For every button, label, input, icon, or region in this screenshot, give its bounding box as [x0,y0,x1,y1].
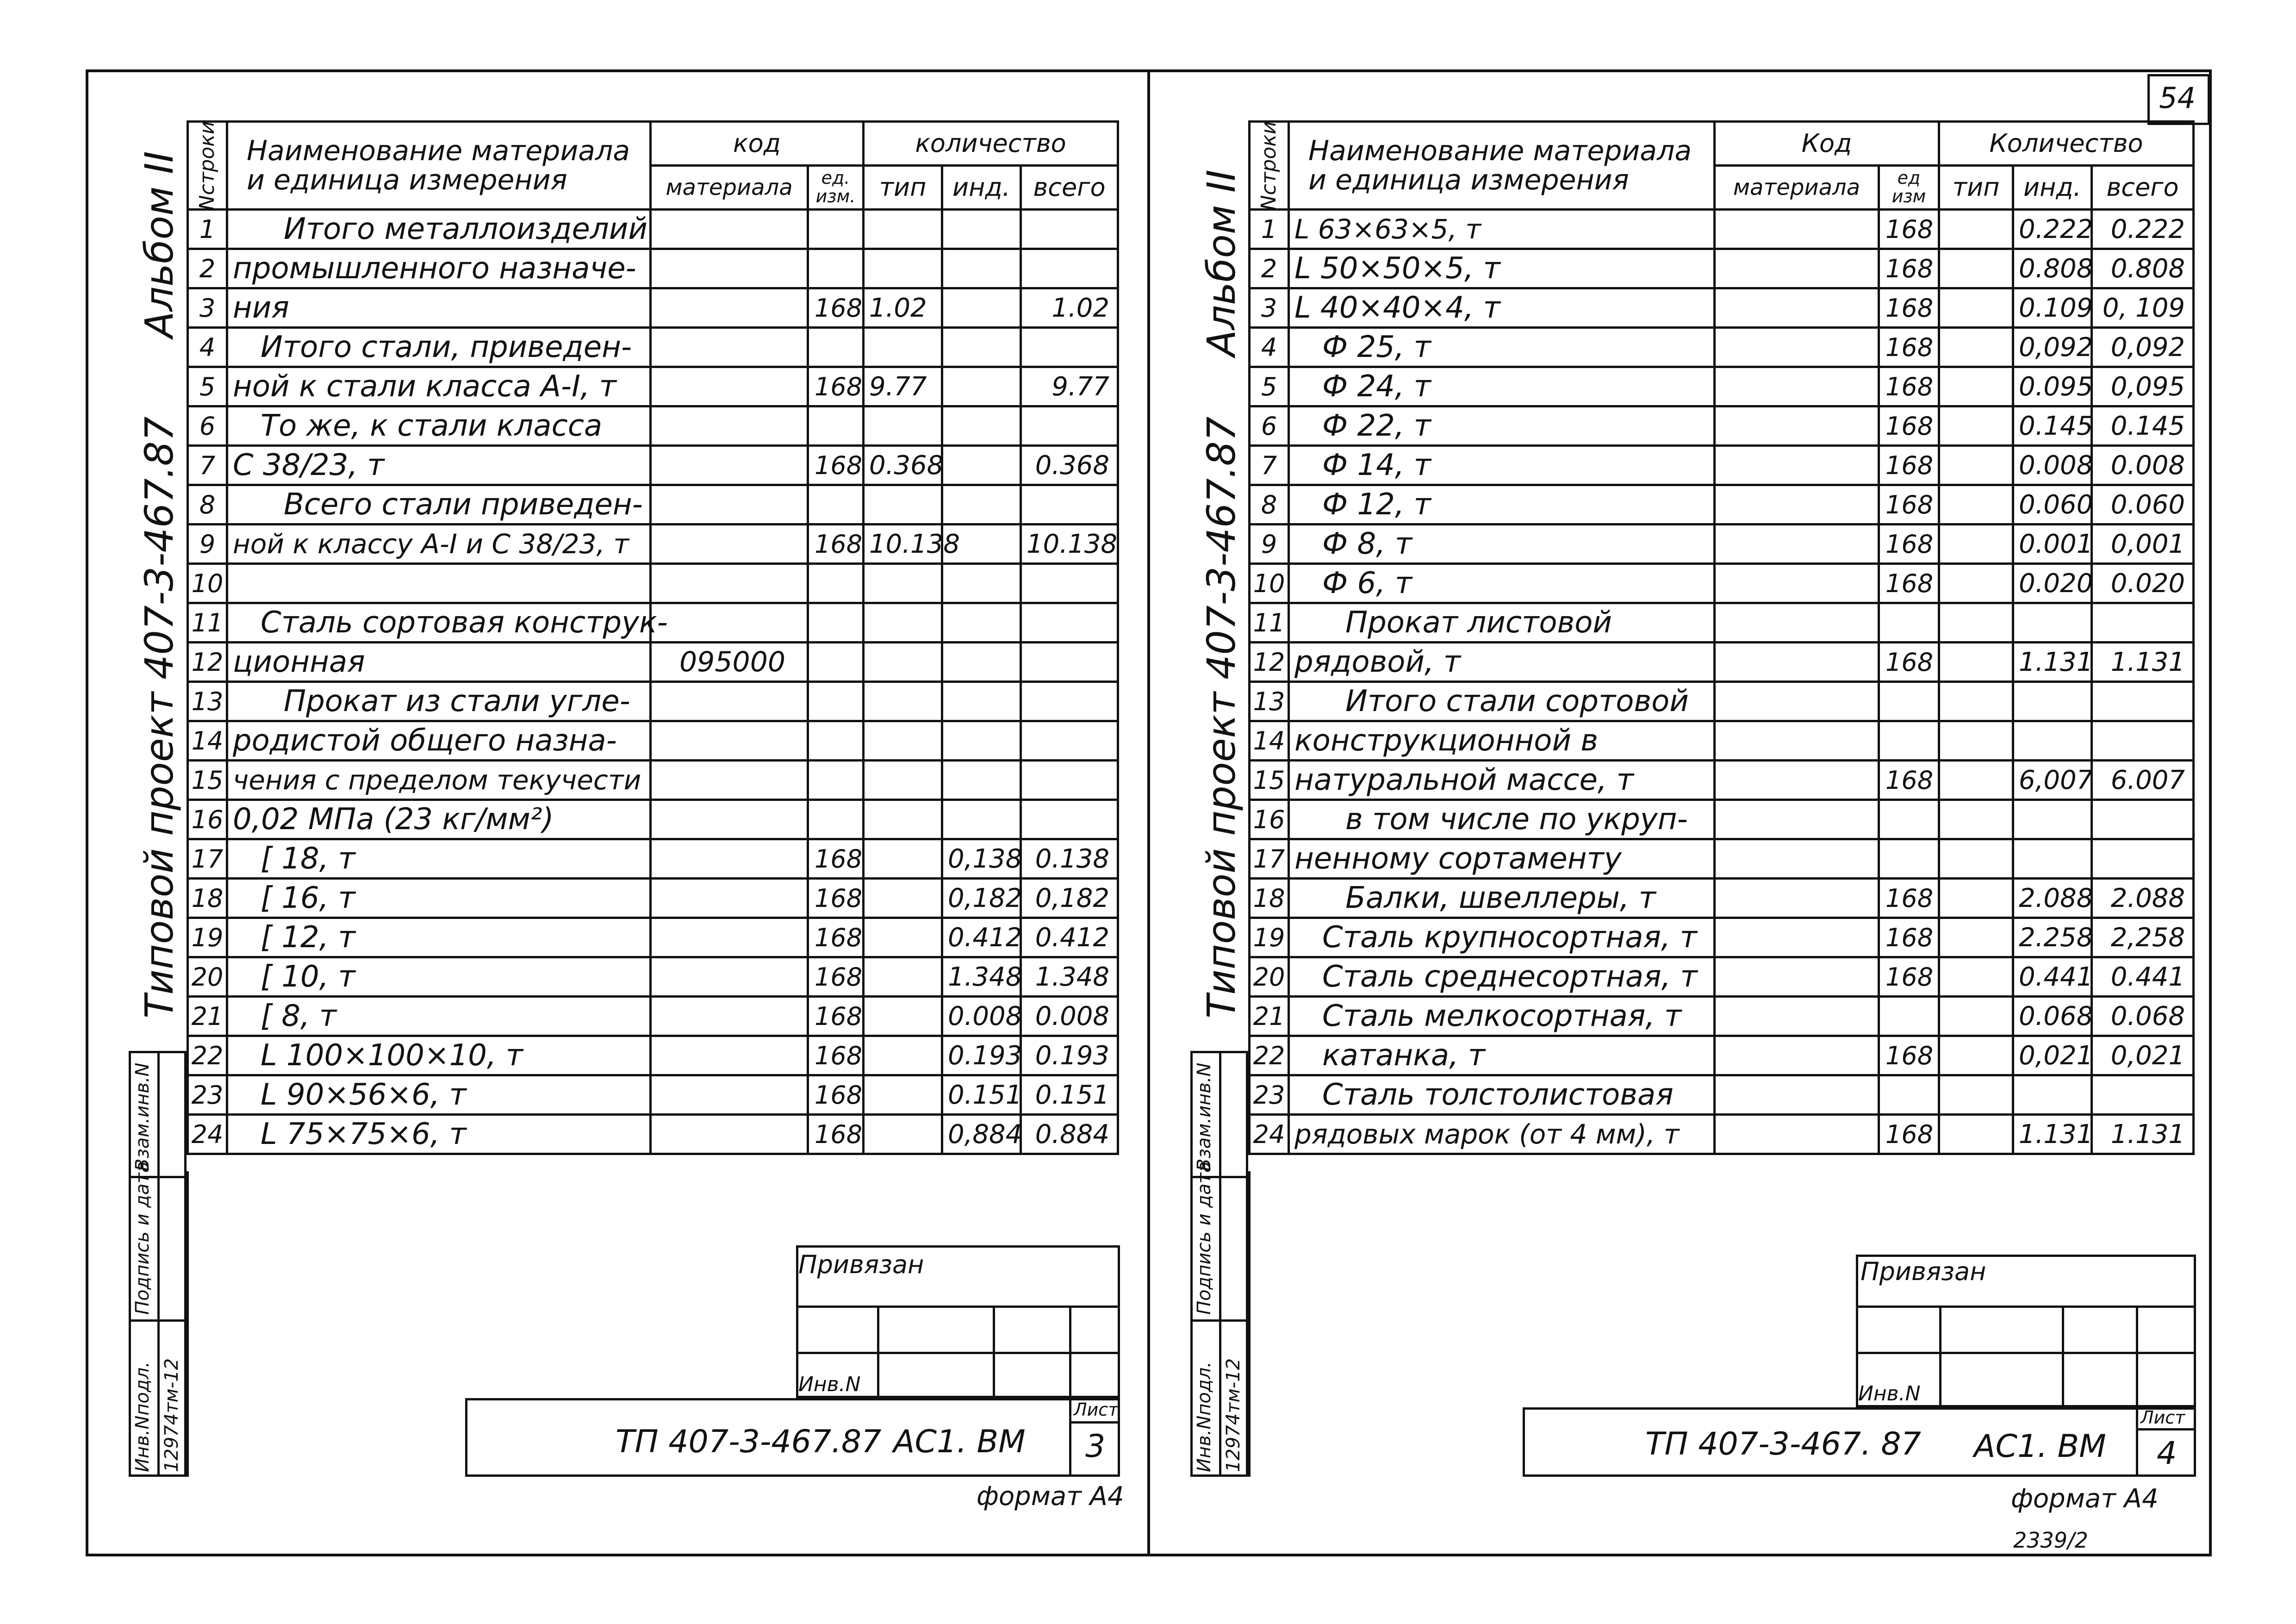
table-row: 2 промышленного назначе- [188,249,1118,288]
right-inv-number: 12974тм-12 [1223,1358,1244,1472]
right-header-rowno: Nстроки [1250,122,1289,210]
table-row: 17 ненному сортаменту [1250,839,2194,879]
table-row: 13 Итого стали сортовой [1250,682,2194,721]
sheet-reference: 2339/2 [2013,1528,2088,1553]
table-row: 18 [ 16, т 168 0,182 0,182 [188,879,1118,918]
right-header-unit: ед изм [1879,166,1939,210]
left-header-quantity: количество [864,122,1118,166]
table-row: 7 Ф 14, т 168 0.008 0.008 [1250,446,2194,485]
right-header-quantity: Количество [1939,122,2194,166]
left-header-material: материала [651,166,808,210]
table-row: 17 [ 18, т 168 0,138 0.138 [188,839,1118,879]
table-row: 20 Сталь среднесортная, т 168 0.441 0.441 [1250,957,2194,997]
table-row: 15 чения с пределом текучести [188,761,1118,800]
left-stamp-attached: Привязан [798,1250,924,1279]
right-stamp-format: формат А4 [2011,1484,2159,1514]
left-header-ind: инд. [942,166,1021,210]
table-row: 19 [ 12, т 168 0.412 0.412 [188,918,1118,957]
left-header-unit: ед. изм. [808,166,864,210]
left-header-rowno: Nстроки [188,122,227,210]
left-stamp-section: АС1. ВМ [893,1424,1026,1460]
table-row: 22 катанка, т 168 0,021 0,021 [1250,1036,2194,1075]
right-side-label-1: Инв.Nподл. [1194,1362,1215,1472]
left-inv-number: 12974тм-12 [161,1358,182,1472]
page-number: 54 [2159,81,2196,115]
table-row: 24 L 75×75×6, т 168 0,884 0.884 [188,1115,1118,1154]
left-project-label: Типовой проект 407-3-467.87 [137,416,182,1018]
right-side-label-3: Взам.инв.N [1194,1062,1215,1171]
left-header-code: код [651,122,864,166]
table-row: 3 ния 168 1.02 1.02 [188,288,1118,328]
table-row: 14 конструкционной в [1250,721,2194,761]
table-row: 16 0,02 МПа (23 кг/мм²) [188,800,1118,839]
table-row: 9 ной к классу A-I и С 38/23, т 168 10.138 10.138 [188,525,1118,564]
table-row: 4 Ф 25, т 168 0,092 0,092 [1250,328,2194,367]
right-stamp-section: АС1. ВМ [1974,1428,2106,1465]
table-row: 6 То же, к стали класса [188,406,1118,446]
left-spec-table [187,120,1119,1155]
left-stamp-format: формат А4 [977,1481,1124,1512]
table-row: 21 Сталь мелкосортная, т 0.068 0.068 [1250,997,2194,1036]
table-row: 21 [ 8, т 168 0.008 0.008 [188,997,1118,1036]
right-header-code: Код [1715,122,1939,166]
right-stamp-inv: Инв.N [1858,1382,1921,1405]
right-header-ind: инд. [2013,166,2092,210]
right-stamp-sheet-label: Лист [2140,1407,2185,1428]
table-row: 7 С 38/23, т 168 0.368 0.368 [188,446,1118,485]
table-row: 13 Прокат из стали угле- [188,682,1118,721]
left-side-label-2: Подпись и дата [132,1161,153,1315]
table-row: 10 Ф 6, т 168 0.020 0.020 [1250,564,2194,603]
left-header-total: всего [1021,166,1118,210]
right-album-label: Альбом II [1199,169,1244,356]
table-row: 19 Сталь крупносортная, т 168 2.258 2,258 [1250,918,2194,957]
table-row: 15 натуральной массе, т 168 6,007 6.007 [1250,761,2194,800]
table-row: 16 в том числе по укруп- [1250,800,2194,839]
table-row: 2 L 50×50×5, т 168 0.808 0.808 [1250,249,2194,288]
left-side-label-1: Инв.Nподл. [132,1362,153,1472]
left-album-label: Альбом II [137,151,182,338]
left-stamp-code: ТП 407-3-467.87 [616,1424,882,1460]
left-side-label-3: Взам.инв.N [132,1062,153,1171]
right-project-label: Типовой проект 407-3-467.87 [1199,416,1244,1018]
table-row: 3 L 40×40×4, т 168 0.109 0, 109 [1250,288,2194,328]
left-stamp-sheet-label: Лист [1074,1399,1119,1420]
right-header-material: материала [1715,166,1879,210]
table-row: 8 Ф 12, т 168 0.060 0.060 [1250,485,2194,525]
right-side-label-2: Подпись и дата [1194,1161,1215,1315]
right-header-name: Наименование материала и единица измерения [1289,122,1715,210]
left-header-type: тип [864,166,942,210]
table-row: 20 [ 10, т 168 1.348 1.348 [188,957,1118,997]
table-row: 12 рядовой, т 168 1.131 1.131 [1250,643,2194,682]
table-row: 23 Сталь толстолистовая [1250,1075,2194,1115]
table-row: 11 Прокат листовой [1250,603,2194,643]
right-spec-table [1248,120,2195,1155]
right-stamp-sheet: 4 [2157,1435,2177,1472]
table-row: 12 ционная 095000 [188,643,1118,682]
right-header-type: тип [1939,166,2013,210]
table-row: 11 Сталь сортовая конструк- [188,603,1118,643]
table-row: 10 [188,564,1118,603]
left-header-name: Наименование материала и единица измерения [227,122,651,210]
table-row: 8 Всего стали приведен- [188,485,1118,525]
table-row: 6 Ф 22, т 168 0.145 0.145 [1250,406,2194,446]
table-row: 4 Итого стали, приведен- [188,328,1118,367]
right-header-total: всего [2092,166,2194,210]
table-row: 18 Балки, швеллеры, т 168 2.088 2.088 [1250,879,2194,918]
table-row: 14 родистой общего назна- [188,721,1118,761]
table-row: 5 Ф 24, т 168 0.095 0,095 [1250,367,2194,406]
right-stamp-code: ТП 407-3-467. 87 [1645,1426,1921,1462]
table-row: 23 L 90×56×6, т 168 0.151 0.151 [188,1075,1118,1115]
table-row: 22 L 100×100×10, т 168 0.193 0.193 [188,1036,1118,1075]
table-row: 5 ной к стали класса A-I, т 168 9.77 9.77 [188,367,1118,406]
right-stamp-attached: Привязан [1860,1257,1986,1286]
table-row: 1 L 63×63×5, т 168 0.222 0.222 [1250,210,2194,249]
left-stamp-inv: Инв.N [798,1373,861,1396]
table-row: 24 рядовых марок (от 4 мм), т 168 1.131 1.131 [1250,1115,2194,1154]
left-stamp-sheet: 3 [1085,1428,1106,1465]
table-row: 1 Итого металлоизделий [188,210,1118,249]
table-row: 9 Ф 8, т 168 0.001 0,001 [1250,525,2194,564]
